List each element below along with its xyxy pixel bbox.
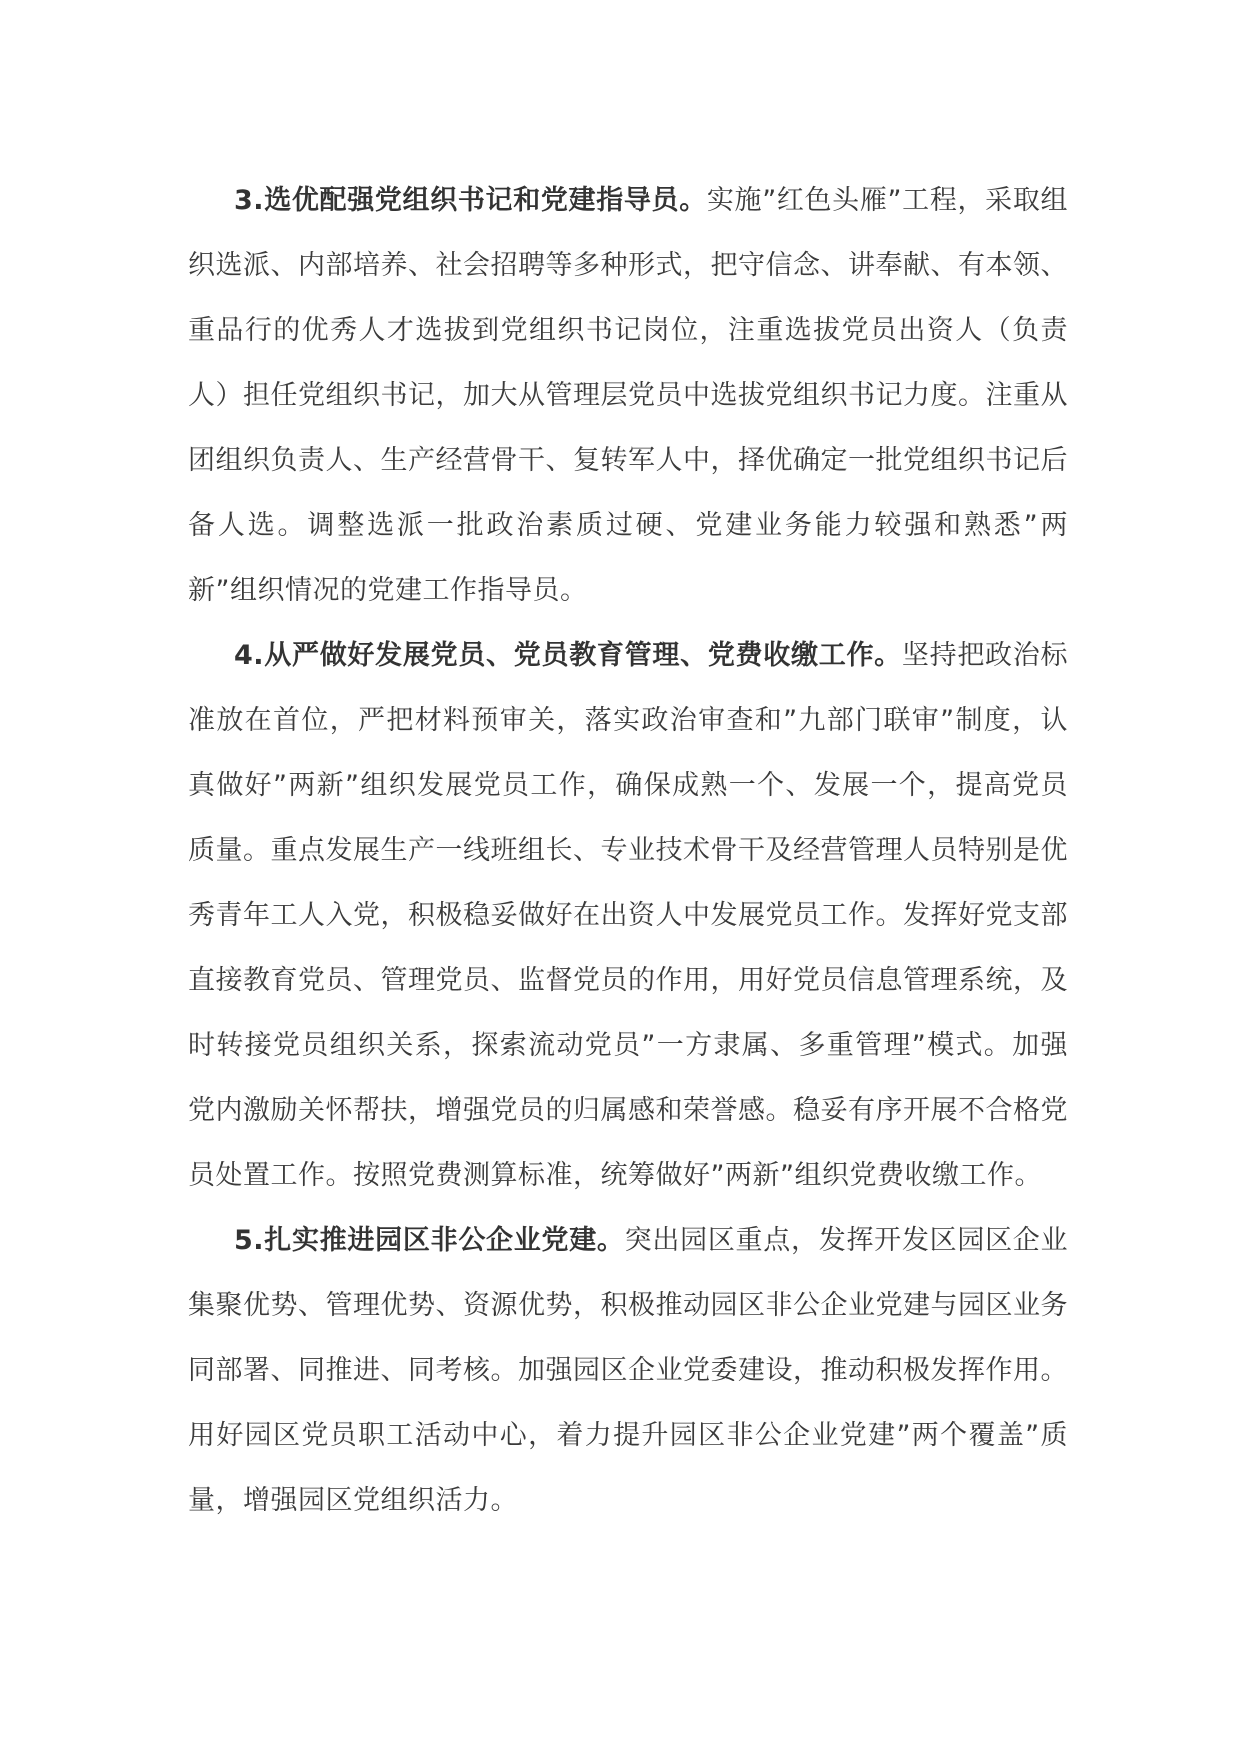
paragraph-4-heading: 4.从严做好发展党员、党员教育管理、党费收缴工作。 bbox=[234, 640, 902, 671]
paragraph-5-heading: 5.扎实推进园区非公企业党建。 bbox=[234, 1225, 625, 1256]
paragraph-3-body: 实施”红色头雁”工程，采取组织选派、内部培养、社会招聘等多种形式，把守信念、讲奉献、有本领、重品行的优秀人才选拔到党组织书记岗位，注重选拔党员出资人（负责人）担任党组织书记，加大从管理层党员中选拔党组织书记力度。注重从团组织负责人、生产经营骨干、复转军人中，择优确定一批党组织书记后备人选。调整选派一批政治素质过硬、党建业务能力较强和熟悉”两新”组织情况的党建工作指导员。 bbox=[188, 185, 1068, 606]
document-body bbox=[188, 168, 1068, 1533]
paragraph-4 bbox=[188, 623, 1068, 1208]
paragraph-3-heading: 3.选优配强党组织书记和党建指导员。 bbox=[234, 185, 707, 216]
paragraph-5-body: 突出园区重点，发挥开发区园区企业集聚优势、管理优势、资源优势，积极推动园区非公企业党建与园区业务同部署、同推进、同考核。加强园区企业党委建设，推动积极发挥作用。用好园区党员职工活动中心，着力提升园区非公企业党建”两个覆盖”质量，增强园区党组织活力。 bbox=[188, 1225, 1069, 1516]
paragraph-3 bbox=[188, 168, 1068, 623]
paragraph-4-body: 坚持把政治标准放在首位，严把材料预审关，落实政治审查和”九部门联审”制度，认真做好”两新”组织发展党员工作，确保成熟一个、发展一个，提高党员质量。重点发展生产一线班组长、专业技术骨干及经营管理人员特别是优秀青年工人入党，积极稳妥做好在出资人中发展党员工作。发挥好党支部直接教育党员、管理党员、监督党员的作用，用好党员信息管理系统，及时转接党员组织关系，探索流动党员”一方隶属、多重管理”模式。加强党内激励关怀帮扶，增强党员的归属感和荣誉感。稳妥有序开展不合格党员处置工作。按照党费测算标准，统筹做好”两新”组织党费收缴工作。 bbox=[188, 640, 1069, 1191]
paragraph-5 bbox=[188, 1208, 1068, 1533]
